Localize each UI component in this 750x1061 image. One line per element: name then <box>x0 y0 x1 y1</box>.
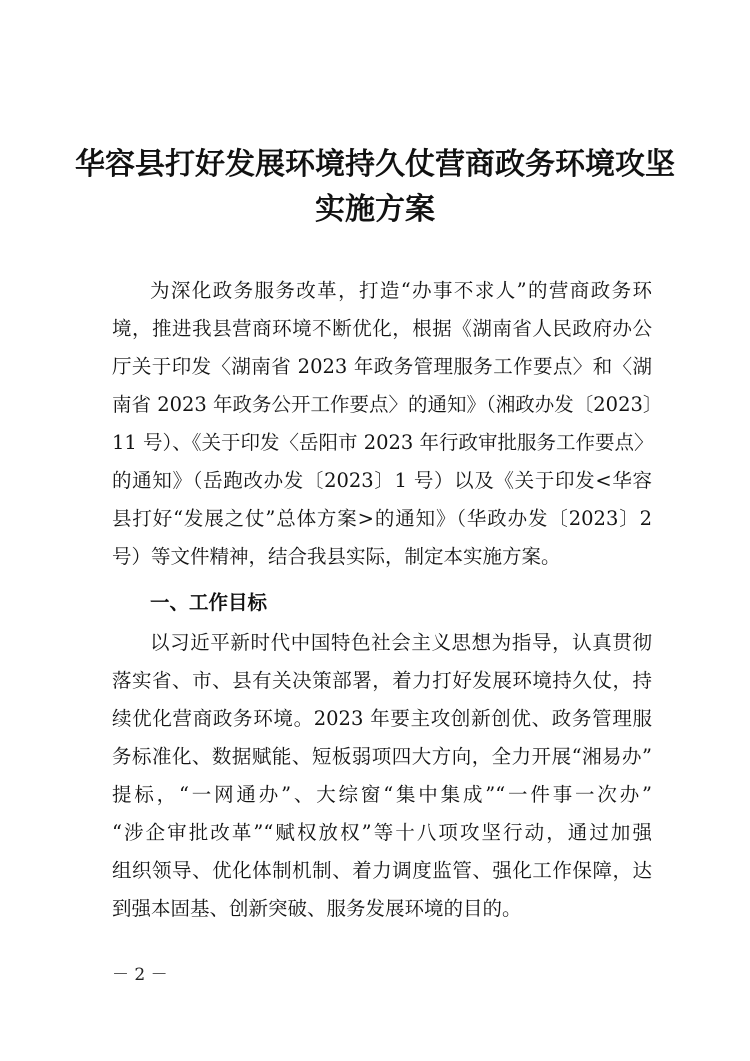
section1-line: 到强本固基、创新突破、服务发展环境的目的。 <box>112 897 522 920</box>
section1-line: 提标，“一网通办”、大综窗“集中集成”“一件事一次办” <box>112 783 652 806</box>
intro-line: 境，推进我县营商环境不断优化，根据《湖南省人民政府办公 <box>112 317 652 340</box>
section1-line: “涉企审批改革”“赋权放权”等十八项攻坚行动，通过加强 <box>112 821 652 844</box>
document-title-line-1: 华容县打好发展环境持久仗营商政务环境攻坚 <box>75 147 675 182</box>
intro-line: 厅关于印发〈湖南省 2023 年政务管理服务工作要点〉和〈湖 <box>112 355 652 378</box>
intro-line: 号）等文件精神，结合我县实际，制定本实施方案。 <box>112 545 561 568</box>
intro-line: 县打好“发展之仗”总体方案>的通知》（华政办发〔2023〕2 <box>112 507 652 530</box>
section-heading-goals: 一、工作目标 <box>150 591 268 614</box>
section1-line: 组织领导、优化体制机制、着力调度监管、强化工作保障，达 <box>112 859 652 882</box>
section1-line: 落实省、市、县有关决策部署，着力打好发展环境持久仗，持 <box>112 669 652 692</box>
intro-line: 为深化政务服务改革，打造“办事不求人”的营商政务环 <box>150 279 652 302</box>
intro-line: 南省 2023 年政务公开工作要点〉的通知》（湘政办发〔2023〕 <box>112 393 663 416</box>
section1-line: 以习近平新时代中国特色社会主义思想为指导，认真贯彻 <box>150 631 652 654</box>
section1-line: 续优化营商政务环境。2023 年要主攻创新创优、政务管理服 <box>112 707 652 730</box>
page-number: － 2 － <box>112 965 168 985</box>
section1-line: 务标准化、数据赋能、短板弱项四大方向，全力开展“湘易办” <box>112 745 652 768</box>
intro-line: 11 号）、《关于印发〈岳阳市 2023 年行政审批服务工作要点〉 <box>112 431 654 454</box>
intro-line: 的通知》（岳跑改办发〔2023〕1 号）以及《关于印发<华容 <box>112 469 652 492</box>
document-title-line-2: 实施方案 <box>315 192 435 227</box>
